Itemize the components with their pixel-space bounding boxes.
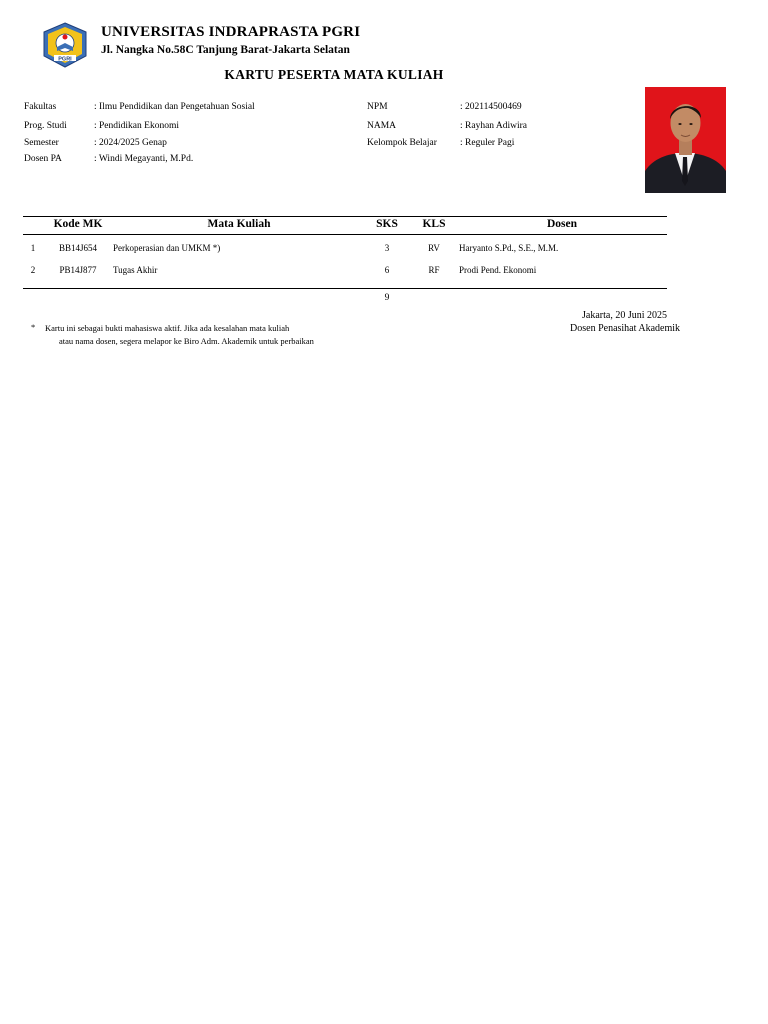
document-title: KARTU PESERTA MATA KULIAH — [224, 67, 444, 82]
label-nama: NAMA — [367, 121, 397, 131]
course-class: RF — [428, 265, 440, 275]
value-npm: : 202114500469 — [460, 102, 522, 112]
label-prog-studi: Prog. Studi — [24, 121, 67, 131]
label-semester: Semester — [24, 138, 59, 148]
row-number: 1 — [30, 243, 36, 253]
signer-title: Dosen Penasihat Akademik — [570, 323, 680, 334]
label-npm: NPM — [367, 102, 388, 112]
value-fakultas: : Ilmu Pendidikan dan Pengetahuan Sosial — [94, 102, 255, 112]
course-lecturer: Prodi Pend. Ekonomi — [459, 265, 537, 275]
course-name: Perkoperasian dan UMKM *) — [113, 243, 221, 253]
value-dosen-pa: : Windi Megayanti, M.Pd. — [94, 154, 194, 164]
course-code: PB14J877 — [59, 265, 97, 275]
header-dosen: Dosen — [546, 218, 578, 230]
value-nama: : Rayhan Adiwira — [460, 121, 528, 131]
total-sks: 9 — [384, 293, 390, 303]
label-dosen-pa: Dosen PA — [24, 154, 62, 164]
student-photo — [645, 87, 726, 193]
course-sks: 6 — [384, 265, 390, 275]
value-prog-studi: : Pendidikan Ekonomi — [94, 121, 179, 131]
note-line-2: atau nama dosen, segera melapor ke Biro Adm. Akademik untuk perbaikan — [59, 336, 314, 346]
course-class: RV — [428, 243, 440, 253]
university-name: UNIVERSITAS INDRAPRASTA PGRI — [101, 24, 361, 40]
label-fakultas: Fakultas — [24, 102, 57, 112]
university-address: Jl. Nangka No.58C Tanjung Barat-Jakarta Selatan — [101, 44, 350, 56]
course-lecturer: Haryanto S.Pd., S.E., M.M. — [459, 243, 559, 253]
value-semester: : 2024/2025 Genap — [94, 138, 167, 148]
university-logo — [40, 22, 90, 68]
place-date: Jakarta, 20 Juni 2025 — [582, 310, 667, 321]
label-kelompok-belajar: Kelompok Belajar — [367, 138, 437, 148]
table-bottom-rule — [23, 288, 667, 289]
header-kode-mk: Kode MK — [53, 218, 103, 230]
logo-text: PGRI — [58, 56, 72, 63]
header-kls: KLS — [422, 218, 446, 230]
header-sks: SKS — [376, 218, 398, 230]
note-marker: * — [31, 322, 36, 332]
note-line-1: Kartu ini sebagai bukti mahasiswa aktif. Jika ada kesalahan mata kuliah — [45, 323, 290, 333]
table-header-rule — [23, 234, 667, 235]
course-name: Tugas Akhir — [113, 265, 158, 275]
value-kelompok-belajar: : Reguler Pagi — [460, 138, 515, 148]
header-mata-kuliah: Mata Kuliah — [207, 218, 271, 230]
course-code: BB14J654 — [58, 243, 98, 253]
course-sks: 3 — [384, 243, 390, 253]
table-top-rule — [23, 216, 667, 217]
row-number: 2 — [30, 265, 36, 275]
